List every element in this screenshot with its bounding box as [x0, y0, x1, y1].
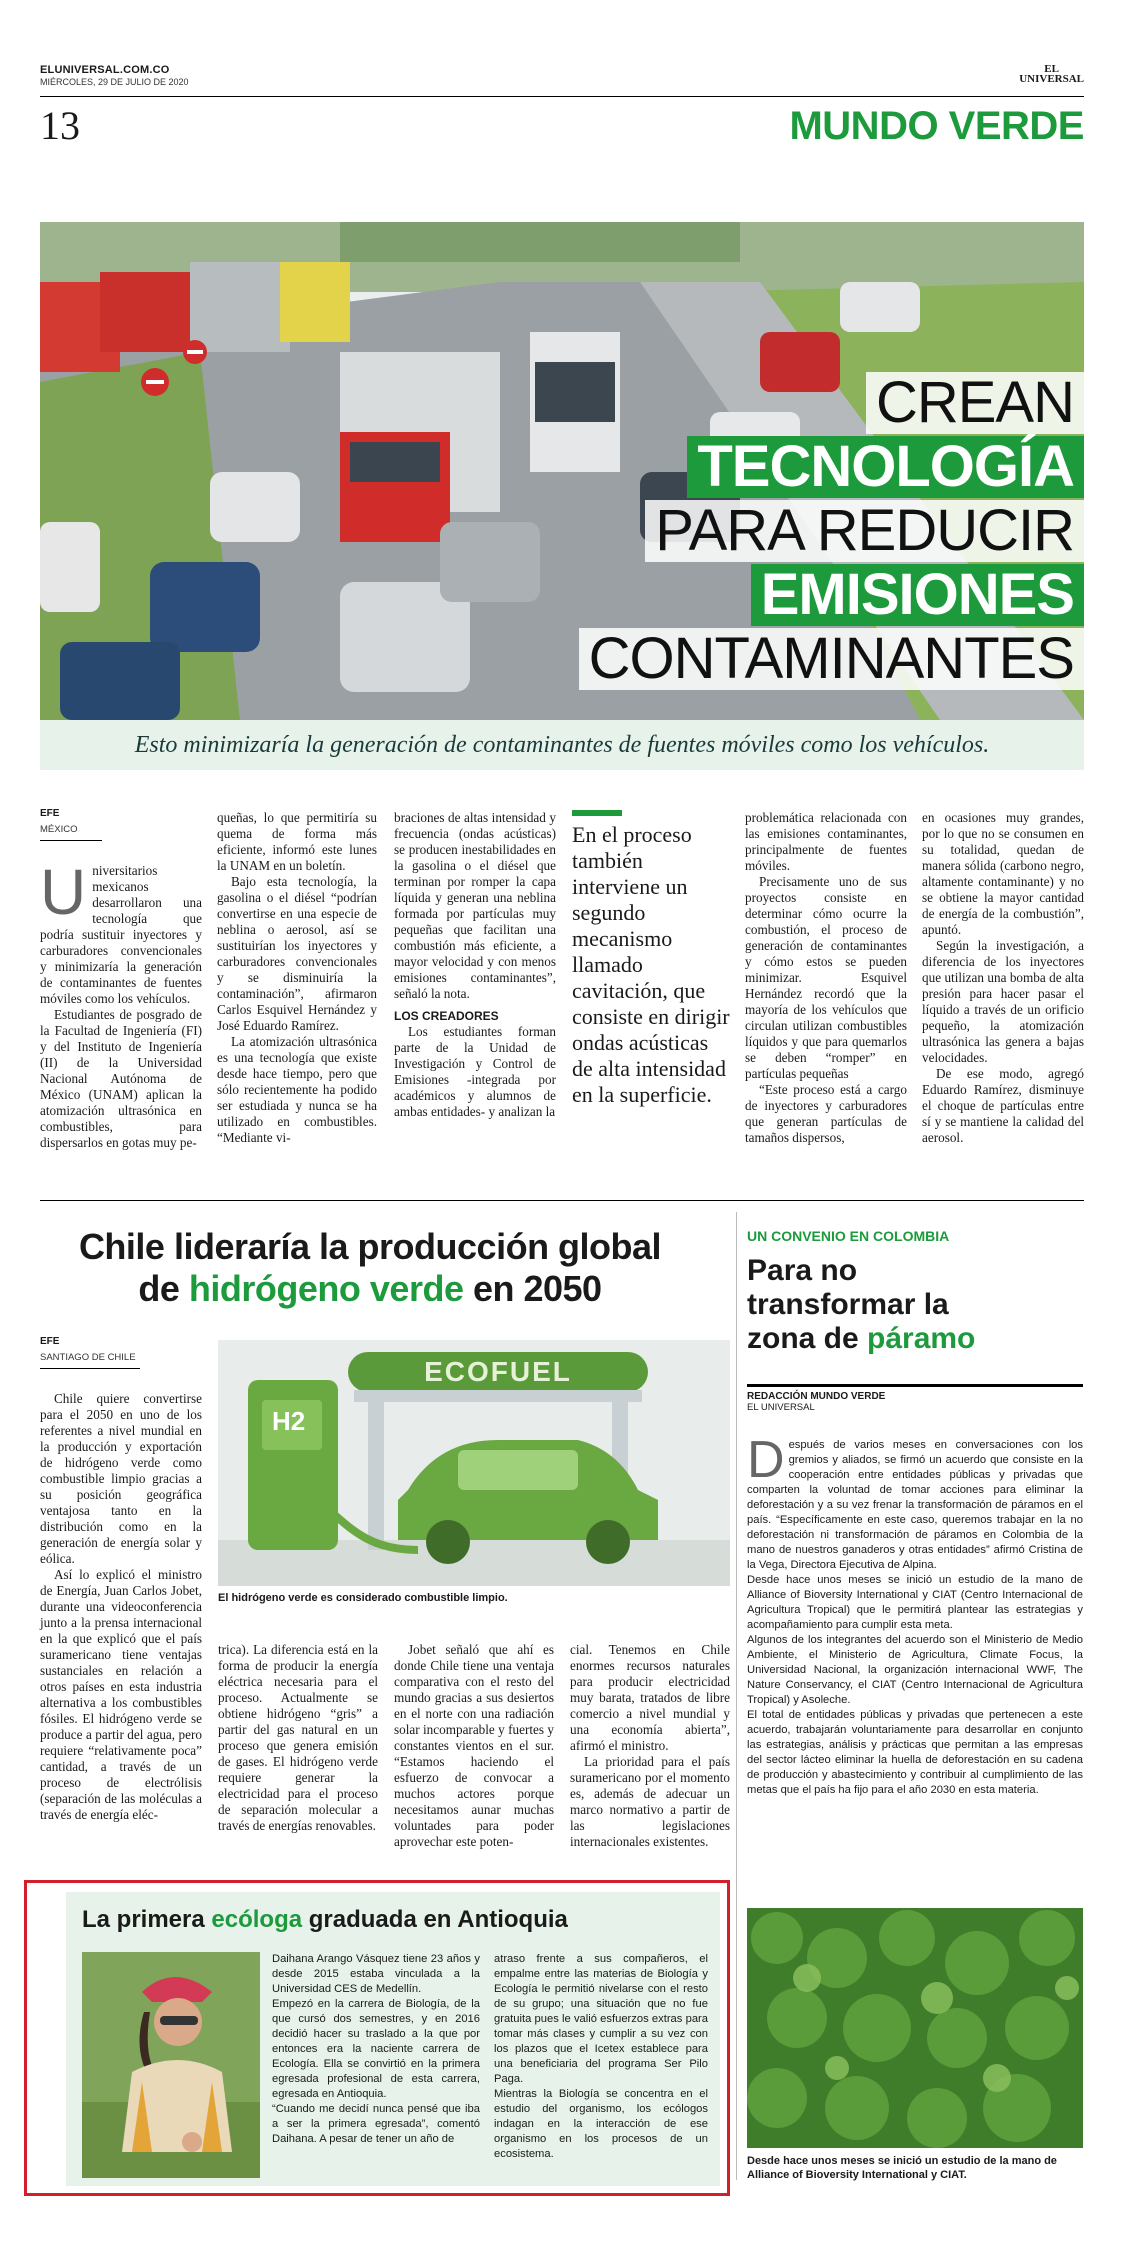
headline-line-2: TECNOLOGÍA [687, 436, 1084, 498]
sidebar-dropcap: D [747, 1431, 785, 1489]
main-col3-p1: braciones de altas intensidad y frecuencia (ondas acústicas) se producen inestabilidades en la gasolina o el diésel que terminan por romper la capa líquida y generan una neblina formada por partículas muy pequeñas que facilitan una combustión más eficiente, a mayor velocidad y con menos emisiones contaminantes”, señaló la nota. [394, 810, 556, 1001]
main-col2-p3: La atomización ultrasónica es una tecnología que existe desde hace tiempo, pero que sólo recientemente ha podido ser estudiada y nunca se ha utilizado en combustibles. “Mediante vi- [217, 1034, 377, 1145]
pullquote-accent [572, 810, 622, 816]
main-byline: EFE [40, 808, 60, 819]
chile-col1-p1: Chile quiere convertirse para el 2050 en uno de los referentes a nivel mundial en la producción y exportación de hidrógeno verde como combustible limpio gracias a su posición geográfica ventajosa tanto en la distribución como en la generación de energía solar y eólica. [40, 1391, 202, 1566]
chile-headline [40, 1226, 700, 1310]
main-col2-p2: Bajo esta tecnología, la gasolina o el diésel “podrían convertirse en una especie de neblina o aerosol, así se sustituirían los inyectores y carburadores convencionales y se disminuiría la contaminación”, afirmaron Carlos Esquivel Hernández y José Eduardo Ramírez. [217, 874, 377, 1033]
forest-canopy [747, 1908, 1083, 2148]
main-col1-p1: niversitarios mexicanos desarrollaron una tecnología que podría sustituir inyectores y carburadores convencionales y minimizaría la generación de contaminantes de fuentes móviles como los vehículos. [40, 863, 202, 1006]
sidebar-kicker: UN CONVENIO EN COLOMBIA [747, 1228, 950, 1244]
main-col5-p3: “Este proceso está a cargo de inyectores y carburadores que generan partículas de tamaños dispersos, [745, 1082, 907, 1145]
main-col5-p2: Precisamente uno de sus proyectos consiste en determinar cómo ocurre la combustión, el proceso de generación de contaminantes y cómo estos se pueden minimizar. Esquivel Hernández recordó que la mayoría de los vehículos que circulan utilizan combustibles líquidos y que para quemarlos se deben “romper” en partículas pequeñas [745, 874, 907, 1081]
header-rule [40, 96, 1084, 97]
main-article-col-2 [217, 810, 377, 1146]
main-col1-p2: Estudiantes de posgrado de la Facultad de Ingeniería (FI) y del Instituto de Ingeniería (II) de la Universidad Nacional Autónoma de México (UNAM) aplican la atomización ultrasónica en combustibles, para dispersarlos en gotas muy pe- [40, 1007, 202, 1150]
chile-headline-line-1: Chile lideraría la producción global [78, 1226, 662, 1267]
main-article-col-5 [745, 810, 907, 1146]
chile-col-3 [394, 1642, 554, 1850]
box-col2-p1: atraso frente a sus compañeros, el empalme entre las materias de Biología y Ecología le permitió nivelarse con el resto de su grupo; una situación que no fue gratuita pues le valió esfuerzos extras para tomar más clases y cumplir a su vez con los plazos que el Icetex establece para una beneficiaria del programa Ser Pilo Paga. [494, 1953, 708, 2085]
section-title: MUNDO VERDE [789, 104, 1084, 148]
box-story-col-1 [272, 1952, 480, 2147]
ecofuel-sign: ECOFUEL [424, 1356, 572, 1387]
pull-quote [572, 810, 734, 1108]
newspaper-logo: EL UNIVERSAL [1019, 63, 1084, 85]
headline-line-1: CREAN [866, 372, 1084, 434]
headline-line-4: EMISIONES [751, 564, 1084, 626]
h2-label: H2 [272, 1406, 306, 1436]
chile-col4-p1: cial. Tenemos en Chile enormes recursos naturales para producir electricidad muy barata, tratados de libre comercio a nivel mundial y una economía abierta”, afirmó el ministro. [570, 1642, 730, 1753]
main-article-col-6 [922, 810, 1084, 1146]
sidebar-byline-block [747, 1384, 1083, 1413]
ecofuel-image [218, 1340, 730, 1586]
chile-dateline: SANTIAGO DE CHILE [40, 1350, 140, 1369]
chile-col-1 [40, 1334, 202, 1823]
sidebar-p1: espués de varios meses en conversaciones con los gremios y aliados, se firmó un acuerdo que consiste en la cooperación entre entidades públicas y privadas que comparten la voluntad de tomar acciones para eliminar la deforestación y a su vez frenar la transformación de páramos en el país. “Específicamente en este caso, queremos trabajar en la no deforestación ni transformación de páramos en Colombia de la mano de nuestros ganaderos y otras entidades” afirmó Cristina de la Vega, Directora Ejecutiva de Alpina. [747, 1439, 1083, 1571]
hero-traffic-image [40, 222, 1084, 720]
forest-aerial-image [747, 1908, 1083, 2148]
main-article-col-1 [40, 806, 202, 1151]
chile-col3-p1: Jobet señaló que ahí es donde Chile tiene una ventaja comparativa con el resto del mundo gracias a sus desiertos en el norte con una radiación solar incomparable y fuertes y constantes vientos en el sur. “Estamos haciendo el esfuerzo de convocar a muchos actores porque necesitamos aunar muchas voluntades para poder aprovechar este poten- [394, 1642, 554, 1849]
box-col2-p2: Mientras la Biología se concentra en el estudio del organismo, los ecólogos indagan en la interacción de ese organismo en los procesos de un ecosistema. [494, 2088, 708, 2160]
chile-col-4 [570, 1642, 730, 1850]
sidebar-rule [736, 1212, 737, 2180]
main-article-col-3 [394, 810, 556, 1120]
chile-col2-p1: trica). La diferencia está en la forma de producir la energía eléctrica necesaria para el proceso. Actualmente se obtiene hidrógeno “gris” a partir del gas natural en un proceso que genera emisión de gases. El hidrógeno verde requiere generar la electricidad para el proceso de separación molecular a través de energías renovables. [218, 1642, 378, 1833]
chile-byline: EFE [40, 1336, 60, 1347]
sidebar-body [747, 1431, 1083, 1798]
pullquote-text: En el proceso también interviene un segundo mecanismo llamado cavitación, que consiste en dirigir ondas acústicas de alta intensidad en la superficie. [572, 822, 730, 1107]
main-col3-p2: Los estudiantes forman parte de la Unidad de Investigación y Control de Emisiones -integrada por académicos y alumnos de ambas entidades- y analizan la [394, 1024, 556, 1119]
main-dateline: MÉXICO [40, 822, 102, 841]
main-col2-p1: queñas, lo que permitiría su quema de forma más eficiente, informó este lunes la UNAM en un boletín. [217, 810, 377, 873]
main-subhead: LOS CREADORES [394, 1009, 499, 1023]
sidebar-byline: REDACCIÓN MUNDO VERDE [747, 1391, 886, 1402]
main-col6-p1: en ocasiones muy grandes, por lo que no se consumen en su totalidad, quedan de manera sólida (carbono negro, altamente contaminante) y no se obtiene la mayor cantidad de energía de la combustión”, apuntó. [922, 810, 1084, 937]
sidebar-p2: Desde hace unos meses se inició un estudio de la mano de Alliance of Bioversity International y CIAT (Centro Internacional de Agricultura Tropical) que le permitirá plantear las estrategias y acompañamiento para cumplir esta meta. [747, 1574, 1083, 1631]
chile-col4-p2: La prioridad para el país suramericano por el momento es, además de adecuar un marco normativo a partir de las legislaciones internacionales existentes. [570, 1754, 730, 1849]
chile-col1-p2: Así lo explicó el ministro de Energía, Juan Carlos Jobet, durante una videoconferencia junto a la prensa internacional en la que explicó que el país suramericano tiene ventajas sustanciales en relación a otros países en esta industria alternativa a los combustibles fósiles. El hidrógeno verde se produce a partir del agua, pero requiere “relativamente poca” cantidad, a través de un proceso de electrólisis (separación de las moléculas a través de energía eléc- [40, 1567, 202, 1822]
hero-headline [579, 372, 1084, 692]
main-col6-p2: Según la investigación, a diferencia de los inyectores que utilizan una bomba de alta presión para hacer pasar el líquido a través de un orificio pequeño, la atomización ultrasónica las genera a bajas velocidades. [922, 938, 1084, 1065]
forest-caption: Desde hace unos meses se inició un estudio de la mano de Alliance of Bioversity International y CIAT. [747, 2155, 1057, 2181]
ecologist-photo [82, 1952, 260, 2178]
headline-line-3: PARA REDUCIR [645, 500, 1084, 562]
main-dropcap: U [40, 856, 87, 928]
site-url[interactable]: ELUNIVERSAL.COM.CO [40, 64, 170, 76]
chile-headline-line-2: de hidrógeno verde en 2050 [138, 1268, 602, 1309]
masthead [40, 64, 1084, 87]
headline-line-5: CONTAMINANTES [579, 628, 1084, 690]
sidebar-p4: El total de entidades públicas y privadas que pertenecen a este acuerdo, trabajarán voluntariamente para desarrollar en conjunto las estrategias, análisis y prácticas que permitan a las empresas del sector lácteo eliminar la huella de deforestación en su cadena de producción y abastecimiento y contribuir al cumplimiento de las metas que el país ha fijo para el año 2030 en esta materia. [747, 1709, 1083, 1796]
sidebar-p3: Algunos de los integrantes del acuerdo son el Ministerio de Medio Ambiente, el Ministerio de Agricultura, Climate Focus, la Universidad Nacional, la organización internacional WWF, The Nature Conservancy, el CIAT (Centro Internacional de Agricultura Tropical) y Asoleche. [747, 1634, 1083, 1706]
hero-caption: Esto minimizaría la generación de contaminantes de fuentes móviles como los vehículos. [40, 720, 1084, 770]
sidebar-source: EL UNIVERSAL [747, 1402, 815, 1413]
page-number: 13 [40, 103, 80, 148]
box-col1-p1: Daihana Arango Vásquez tiene 23 años y desde 2015 estaba vinculada a la Universidad CES de Medellín. [272, 1953, 480, 1995]
box-col1-p2: Empezó en la carrera de Biología, de la que cursó dos semestres, y en 2016 decidió hacer su traslado a la que por entonces era la naciente carrera de Ecología. Ella se convirtió en la primera egresada profesional de esta carrera, egresada en Antioquia. [272, 1998, 480, 2100]
box-story-col-2 [494, 1952, 708, 2162]
box-story-headline: La primera ecóloga graduada en Antioquia [82, 1906, 568, 1933]
main-col6-p3: De ese modo, agregó Eduardo Ramírez, disminuye el choque de partículas entre sí y se mantiene la calidad del aerosol. [922, 1066, 1084, 1145]
box-col1-p3: “Cuando me decidí nunca pensé que iba a ser la primera egresada”, comentó Daihana. A pesar de tener un año de [272, 2103, 480, 2145]
chile-col-2 [218, 1642, 378, 1834]
ecofuel-caption: El hidrógeno verde es considerado combustible limpio. [218, 1592, 508, 1604]
main-col5-p1: problemática relacionada con las emisiones contaminantes, principalmente de fuentes móviles. [745, 810, 907, 873]
issue-date: MIÉRCOLES, 29 DE JULIO DE 2020 [40, 77, 189, 87]
woman-in-field-photo [82, 1952, 260, 2178]
sidebar-headline: Para no transformar la zona de páramo [747, 1254, 976, 1355]
section-divider [40, 1200, 1084, 1201]
